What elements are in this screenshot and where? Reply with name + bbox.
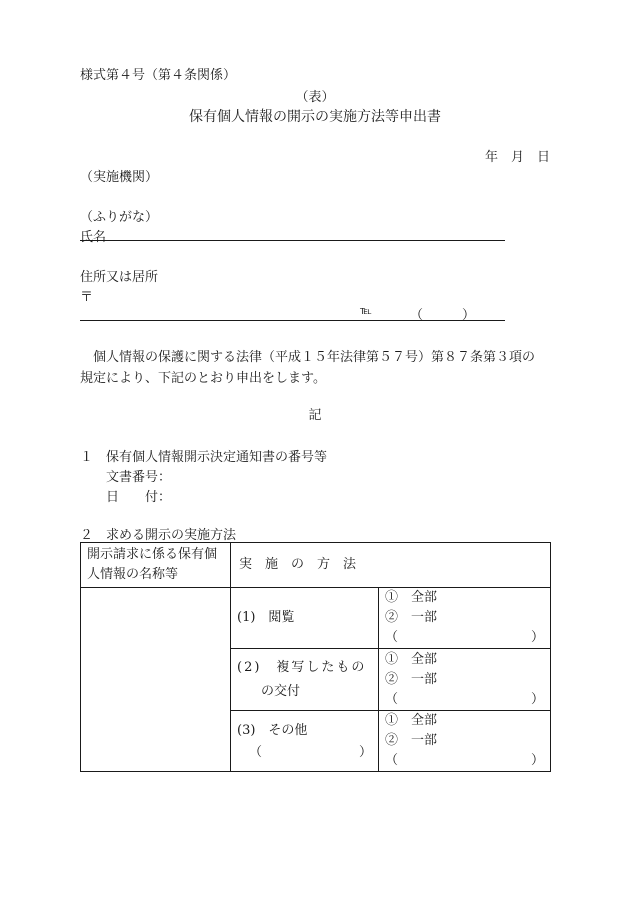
choice-cell xyxy=(379,588,551,649)
section1-title: １ 保有個人情報開示決定通知書の番号等 xyxy=(80,450,328,465)
date-line: 年 月 日 xyxy=(484,150,550,165)
ki-heading: 記 xyxy=(308,408,322,423)
info-name-cell[interactable] xyxy=(81,588,231,772)
choice-detail[interactable]: （ ） xyxy=(385,630,545,645)
choice-cell xyxy=(379,649,551,711)
choice-cell xyxy=(379,711,551,772)
choice-part[interactable]: ② 一部 xyxy=(385,733,438,748)
tel-label: ℡ xyxy=(360,304,372,317)
date-label: 日 付： xyxy=(106,490,172,505)
method-cell: (3) その他 （ ） xyxy=(231,711,379,772)
method-other-detail[interactable]: （ ） xyxy=(249,745,372,760)
choice-all[interactable]: ① 全部 xyxy=(385,713,438,728)
address-underline xyxy=(80,320,505,321)
page-title: 保有個人情報の開示の実施方法等申出書 xyxy=(189,109,441,125)
header-side-mark: （表） xyxy=(295,90,335,105)
choice-detail[interactable]: （ ） xyxy=(385,753,545,768)
header-info-name: 開示請求に係る保有個人情報の名称等 xyxy=(81,543,231,588)
methods-table xyxy=(80,542,551,772)
header-method: 実 施 の 方 法 xyxy=(231,543,551,588)
method-cell: (1) 閲覧 xyxy=(231,588,379,649)
choice-detail[interactable]: （ ） xyxy=(385,691,545,707)
choice-all[interactable]: ① 全部 xyxy=(385,651,438,667)
choice-part[interactable]: ② 一部 xyxy=(385,610,438,625)
table-row xyxy=(81,588,551,649)
furigana-label: （ふりがな） xyxy=(80,210,159,225)
address-label: 住所又は居所 xyxy=(80,270,159,285)
name-underline xyxy=(80,240,505,241)
body-line-2: 規定により、下記のとおり申出をします。 xyxy=(80,371,326,386)
form-number: 様式第４号（第４条関係） xyxy=(80,68,237,83)
table-header-row xyxy=(81,543,551,588)
method-cell: (2) 複写したもの の交付 xyxy=(231,649,379,711)
body-line-1: 個人情報の保護に関する法律（平成１５年法律第５７号）第８７条第３項の xyxy=(93,350,536,365)
agency-label: （実施機関） xyxy=(80,170,159,185)
section2-title: ２ 求める開示の実施方法 xyxy=(80,528,237,543)
tel-parens: （ ） xyxy=(410,308,476,323)
doc-number-label: 文書番号： xyxy=(106,470,172,485)
choice-all[interactable]: ① 全部 xyxy=(385,590,438,605)
postal-mark: 〒 xyxy=(80,290,94,305)
name-label: 氏名 xyxy=(80,230,107,245)
choice-part[interactable]: ② 一部 xyxy=(385,671,438,687)
